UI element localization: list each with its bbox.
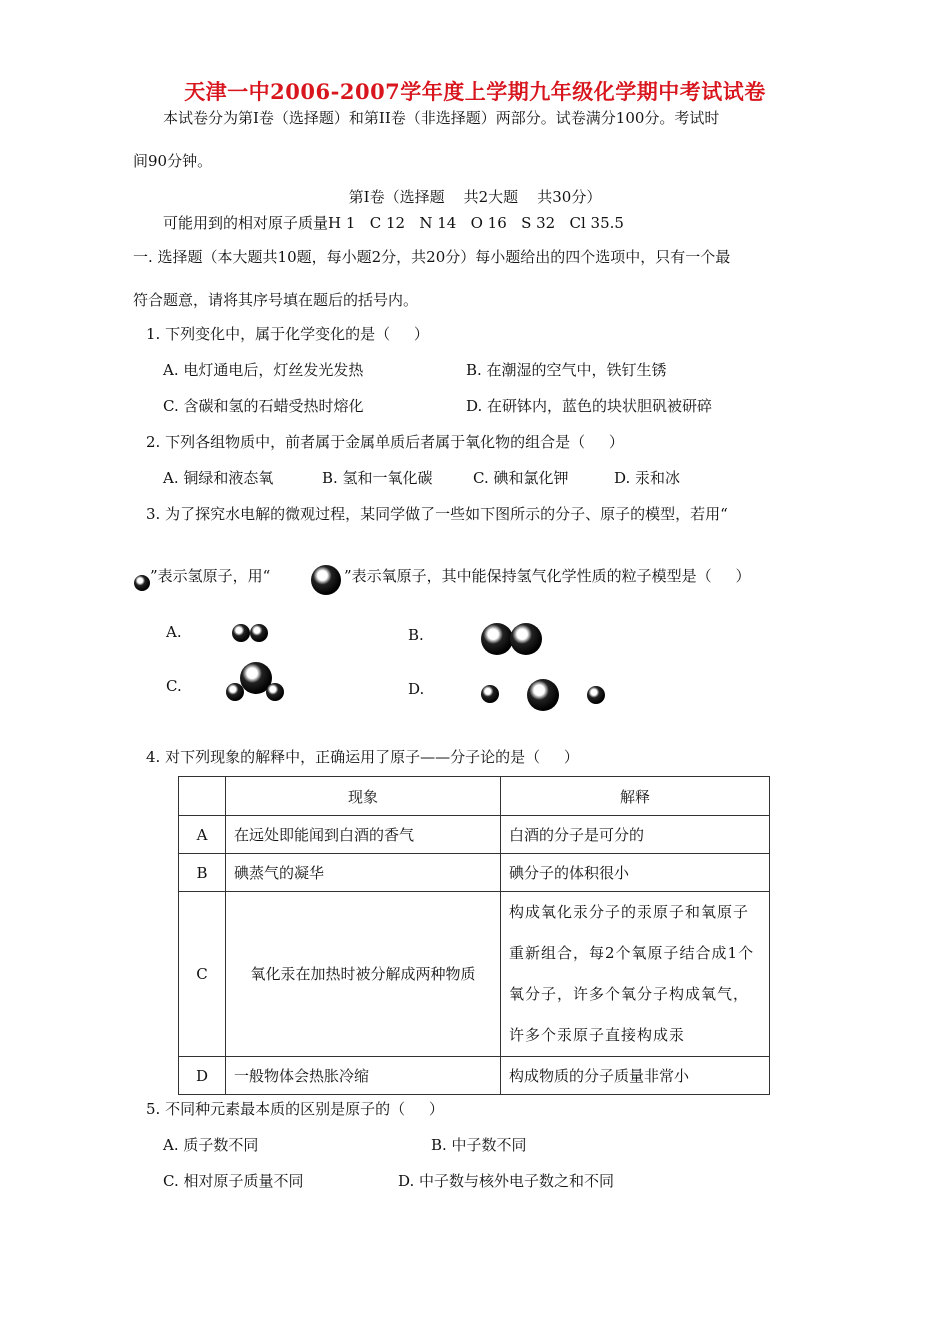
- q5-option-b[interactable]: B. 中子数不同: [431, 1136, 527, 1154]
- row-explanation: 白酒的分子是可分的: [501, 816, 770, 854]
- row-phenomenon: 氧化汞在加热时被分解成两种物质: [226, 892, 501, 1057]
- q1-option-b[interactable]: B. 在潮湿的空气中，铁钉生锈: [466, 361, 667, 379]
- q5-stem: 5. 不同种元素最本质的区别是原子的（ ）: [146, 1100, 444, 1118]
- q1-option-d[interactable]: D. 在研钵内，蓝色的块状胆矾被研碎: [466, 397, 713, 415]
- q4-table: [178, 776, 770, 1095]
- q5-option-d[interactable]: D. 中子数与核外电子数之和不同: [398, 1172, 615, 1190]
- q3-option-b-label[interactable]: B.: [408, 626, 424, 644]
- intro-line-2: 间90分钟。: [133, 152, 213, 170]
- q5-option-a[interactable]: A. 质子数不同: [163, 1136, 259, 1154]
- row-explanation: 构成物质的分子质量非常小: [501, 1057, 770, 1095]
- section-heading: 第I卷（选择题 共2大题 共30分）: [348, 188, 602, 206]
- atomic-mass-note: 可能用到的相对原子质量H 1 C 12 N 14 O 16 S 32 Cl 35.5: [163, 214, 624, 232]
- row-label: C: [179, 892, 226, 1057]
- row-label: D: [179, 1057, 226, 1095]
- q3-stem-line-1: 3. 为了探究水电解的微观过程，某同学做了一些如下图所示的分子、原子的模型，若用“: [146, 505, 728, 523]
- q2-option-a[interactable]: A. 铜绿和液态氧: [163, 469, 274, 487]
- hydrogen-atom-icon: [587, 686, 605, 704]
- row-label: A: [179, 816, 226, 854]
- q5-option-c[interactable]: C. 相对原子质量不同: [163, 1172, 304, 1190]
- table-row[interactable]: [179, 1057, 770, 1095]
- table-row[interactable]: [179, 854, 770, 892]
- q1-option-c[interactable]: C. 含碳和氢的石蜡受热时熔化: [163, 397, 364, 415]
- q3-option-d-label[interactable]: D.: [408, 680, 425, 698]
- row-phenomenon: 一般物体会热胀冷缩: [226, 1057, 501, 1095]
- hydrogen-atom-icon: [134, 575, 150, 591]
- row-phenomenon: 碘蒸气的凝华: [226, 854, 501, 892]
- hydrogen-atom-icon: [226, 683, 244, 701]
- intro-line-1: 本试卷分为第I卷（选择题）和第II卷（非选择题）两部分。试卷满分100分。考试时: [163, 109, 720, 127]
- q3-stem-line-2b: ”表示氧原子，其中能保持氢气化学性质的粒子模型是（ ）: [344, 567, 751, 585]
- oxygen-atom-icon: [481, 623, 513, 655]
- table-row[interactable]: [179, 892, 770, 1057]
- table-header-explanation: 解释: [501, 777, 770, 816]
- row-explanation: 构成氧化汞分子的汞原子和氧原子重新组合，每2个氧原子结合成1个氧分子，许多个氧分子构成氧气，许多个汞原子直接构成汞: [501, 892, 770, 1057]
- table-header-row: [179, 777, 770, 816]
- row-explanation: 碘分子的体积很小: [501, 854, 770, 892]
- part1-instructions-line-1: 一. 选择题（本大题共10题，每小题2分，共20分）每小题给出的四个选项中，只有一个最: [133, 248, 731, 266]
- q3-option-a-label[interactable]: A.: [166, 623, 182, 641]
- oxygen-atom-icon: [527, 679, 559, 711]
- q2-option-d[interactable]: D. 汞和冰: [614, 469, 681, 487]
- q1-option-a[interactable]: A. 电灯通电后，灯丝发光发热: [163, 361, 364, 379]
- q3-stem-line-2a: ”表示氢原子，用“: [150, 567, 271, 585]
- hydrogen-atom-icon: [250, 624, 268, 642]
- table-header-blank: [179, 777, 226, 816]
- q4-stem: 4. 对下列现象的解释中，正确运用了原子——分子论的是（ ）: [146, 748, 579, 766]
- table-row[interactable]: [179, 816, 770, 854]
- table-header-phenomenon: 现象: [226, 777, 501, 816]
- row-label: B: [179, 854, 226, 892]
- page-title: 天津一中2006-2007学年度上学期九年级化学期中考试试卷: [184, 79, 766, 104]
- q2-option-b[interactable]: B. 氢和一氧化碳: [322, 469, 433, 487]
- oxygen-atom-icon: [311, 565, 341, 595]
- q3-option-c-label[interactable]: C.: [166, 677, 182, 695]
- q2-option-c[interactable]: C. 碘和氯化钾: [473, 469, 569, 487]
- q2-stem: 2. 下列各组物质中，前者属于金属单质后者属于氧化物的组合是（ ）: [146, 433, 624, 451]
- hydrogen-atom-icon: [266, 683, 284, 701]
- hydrogen-atom-icon: [481, 685, 499, 703]
- part1-instructions-line-2: 符合题意，请将其序号填在题后的括号内。: [133, 291, 419, 309]
- hydrogen-atom-icon: [232, 624, 250, 642]
- q1-stem: 1. 下列变化中，属于化学变化的是（ ）: [146, 325, 429, 343]
- oxygen-atom-icon: [510, 623, 542, 655]
- row-phenomenon: 在远处即能闻到白酒的香气: [226, 816, 501, 854]
